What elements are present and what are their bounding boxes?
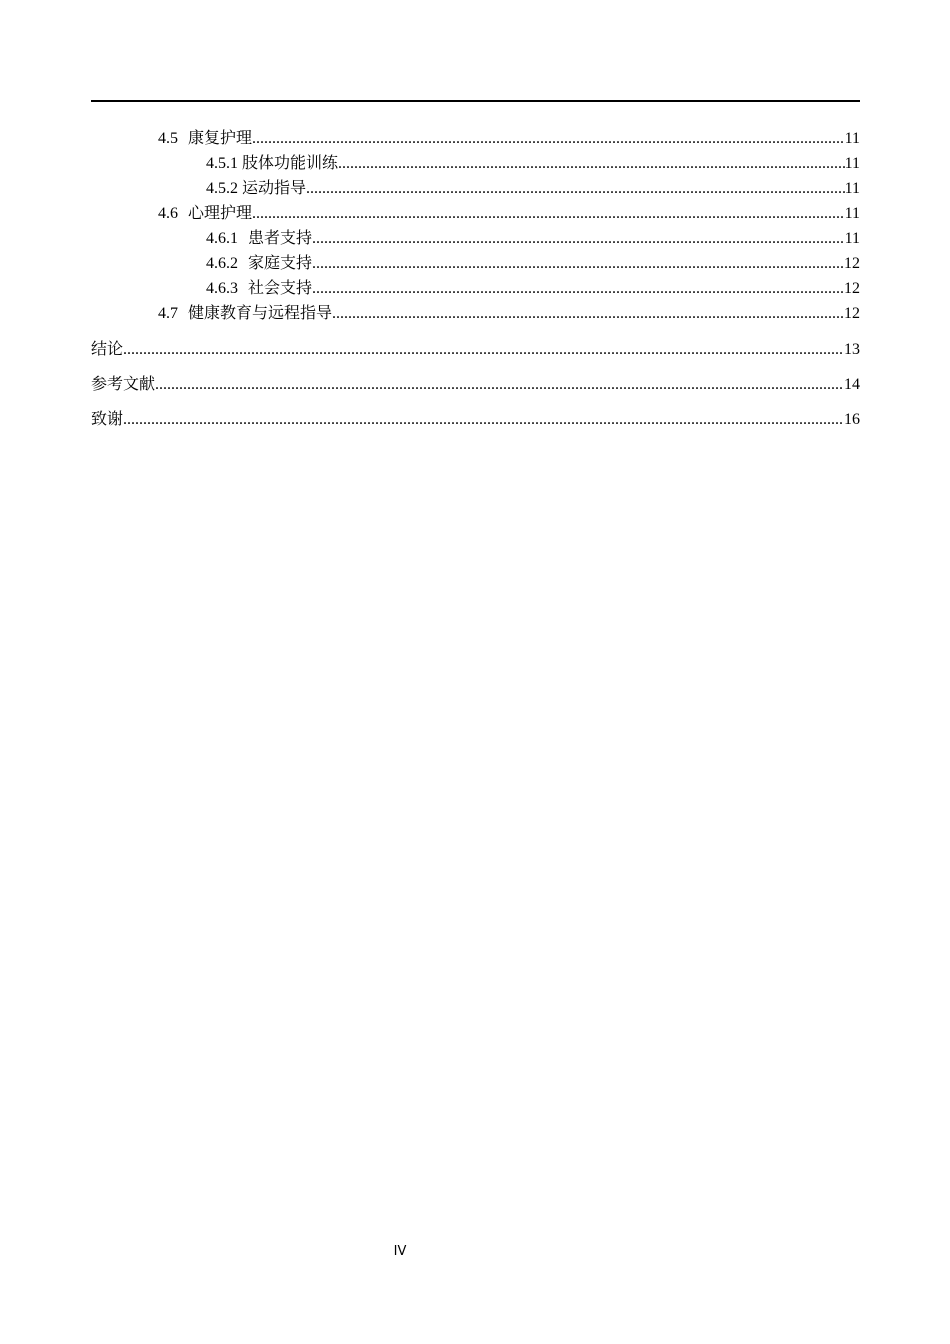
toc-entry-title: 心理护理	[188, 205, 253, 222]
toc-entry-page: 11	[844, 230, 860, 247]
toc-entry-page: 11	[844, 155, 860, 172]
toc-entry-4-5-2[interactable]	[91, 176, 860, 201]
toc-entry-title: 结论	[91, 339, 124, 358]
toc-entry-number: 4.5.1	[206, 155, 238, 172]
toc-entry-title: 康复护理	[188, 130, 253, 147]
toc-entry-number: 4.6.3	[206, 280, 238, 297]
toc-entry-title: 致谢	[91, 409, 124, 428]
toc-entry-page: 11	[844, 180, 860, 197]
toc-entry-number: 4.5	[158, 130, 178, 147]
toc-entry-number: 4.6.1	[206, 230, 238, 247]
toc-entry-page: 12	[844, 255, 860, 272]
toc-entry-4-6-2[interactable]	[91, 251, 860, 276]
toc-leader-dots	[312, 251, 844, 276]
toc-entry-4-7[interactable]	[91, 301, 860, 326]
toc-entry-title: 社会支持	[248, 280, 313, 297]
toc-leader-dots	[123, 332, 844, 367]
toc-entry-page: 14	[844, 376, 860, 393]
toc-entry-4-6[interactable]	[91, 201, 860, 226]
header-rule	[91, 100, 860, 102]
toc-leader-dots	[123, 402, 844, 437]
toc-entry-title: 参考文献	[91, 374, 156, 393]
toc-entry-title: 患者支持	[248, 230, 313, 247]
toc-entry-page: 11	[844, 130, 860, 147]
toc-entry-page: 13	[844, 341, 860, 358]
toc-entry-number: 4.7	[158, 305, 178, 322]
toc-entry-title: 肢体功能训练	[242, 155, 339, 172]
toc-entry-title: 健康教育与远程指导	[188, 305, 333, 322]
toc-entry-number: 4.6	[158, 205, 178, 222]
toc-entry-4-6-3[interactable]	[91, 276, 860, 301]
toc-entry-references[interactable]	[91, 366, 860, 401]
toc-leader-dots	[155, 367, 844, 402]
toc-leader-dots	[252, 201, 845, 226]
toc-leader-dots	[306, 176, 845, 201]
toc-entry-title: 家庭支持	[248, 255, 313, 272]
toc-leader-dots	[312, 226, 845, 251]
toc-entry-page: 11	[844, 205, 860, 222]
table-of-contents	[91, 126, 860, 436]
toc-entry-4-5-1[interactable]	[91, 151, 860, 176]
toc-leader-dots	[312, 276, 844, 301]
toc-entry-4-6-1[interactable]	[91, 226, 860, 251]
toc-entry-number: 4.6.2	[206, 255, 238, 272]
toc-entry-page: 12	[844, 280, 860, 297]
toc-entry-number: 4.5.2	[206, 180, 238, 197]
toc-entry-page: 12	[844, 305, 860, 322]
toc-entry-page: 16	[844, 411, 860, 428]
toc-entry-acknowledgements[interactable]	[91, 401, 860, 436]
toc-leader-dots	[338, 151, 845, 176]
toc-entry-4-5[interactable]	[91, 126, 860, 151]
footer-page-number: IV	[393, 1244, 407, 1259]
toc-leader-dots	[332, 301, 844, 326]
toc-entry-conclusion[interactable]	[91, 331, 860, 366]
toc-entry-title: 运动指导	[242, 180, 307, 197]
toc-leader-dots	[252, 126, 845, 151]
